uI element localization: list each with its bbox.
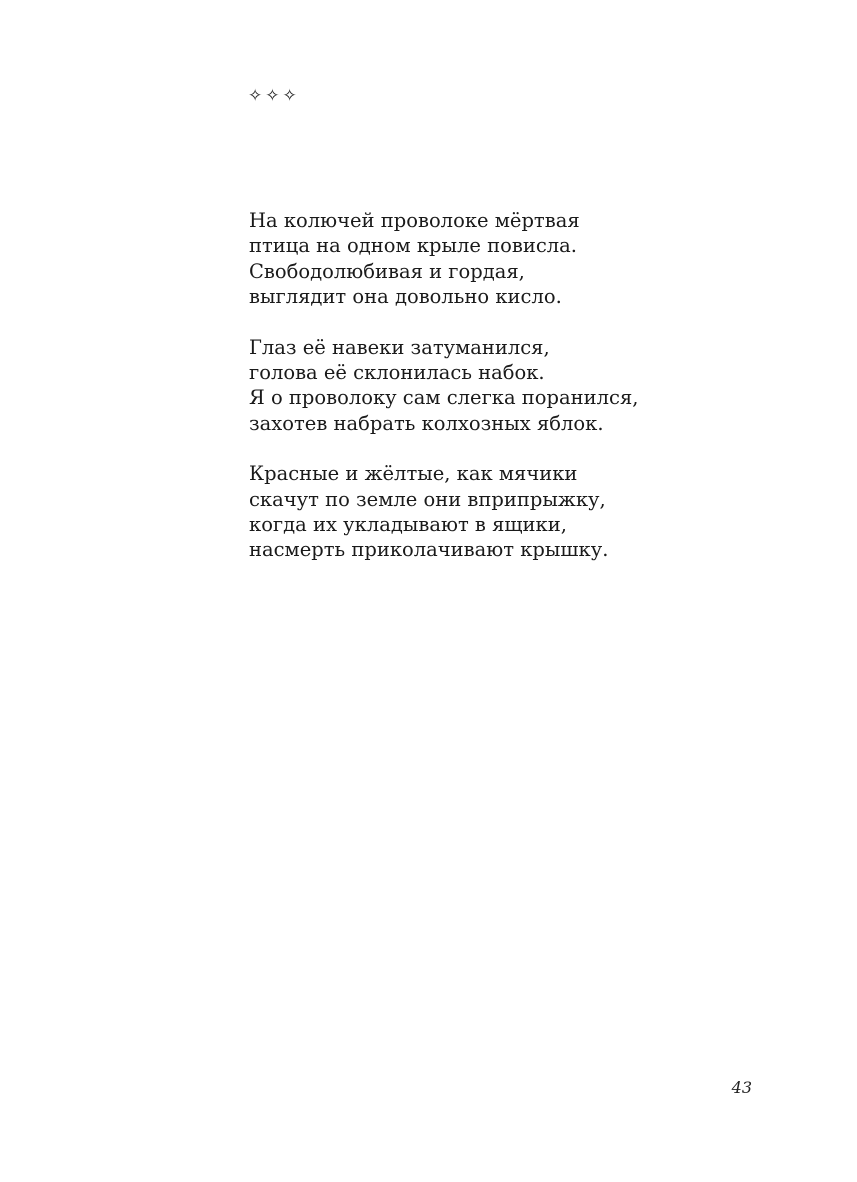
poem-line: Я о проволоку сам слегка поранился,: [249, 386, 639, 410]
section-ornament: ✧✧✧: [248, 86, 300, 106]
poem-line: выглядит она довольно кисло.: [249, 285, 562, 309]
page-number: 43: [731, 1078, 752, 1097]
stanza: [249, 335, 809, 437]
poem-line: На колючей проволоке мёртвая: [249, 209, 580, 232]
poem-line: птица на одном крыле повисла.: [249, 234, 577, 258]
poem-body: [249, 208, 809, 588]
poem-line: голова её склонилась набок.: [249, 361, 545, 385]
poem-line: Глаз её навеки затуманился,: [249, 335, 550, 359]
stanza: [249, 461, 809, 563]
poem-line: захотев набрать колхозных яблок.: [249, 411, 604, 435]
poem-line: скачут по земле они вприпрыжку,: [249, 487, 606, 511]
poem-line: когда их укладывают в ящики,: [249, 513, 567, 537]
poem-line: насмерть приколачивают крышку.: [249, 538, 609, 562]
poem-line: Свободолюбивая и гордая,: [249, 259, 525, 283]
stanza: [249, 208, 809, 310]
poem-line: Красные и жёлтые, как мячики: [249, 462, 578, 486]
